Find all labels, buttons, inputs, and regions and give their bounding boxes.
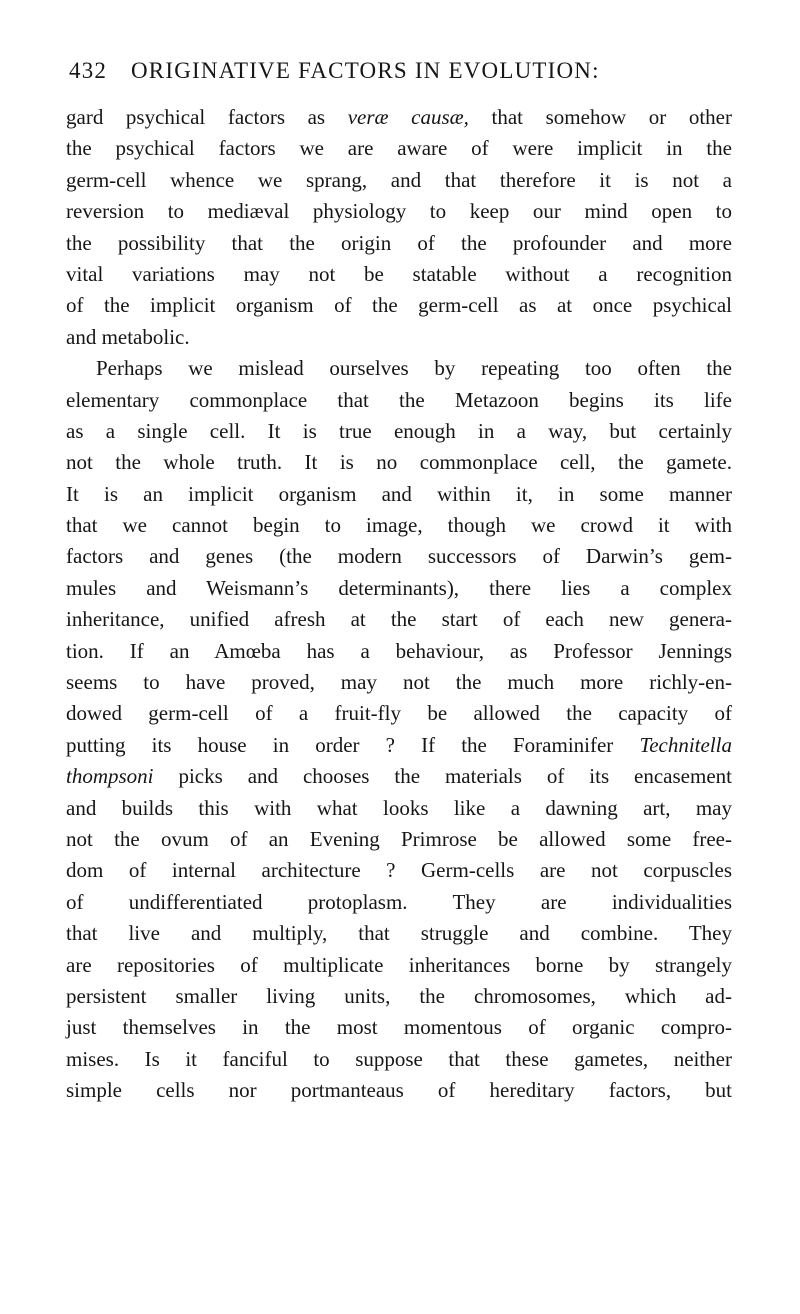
text-line: [66, 667, 732, 698]
italic-term: veræ causæ,: [347, 105, 469, 129]
italic-term: Technitella: [639, 732, 732, 757]
text-line: [66, 761, 732, 792]
text-line: [66, 259, 732, 290]
text-segment: that somehow or other: [468, 105, 732, 129]
text-segment: picks and chooses the materials of its encasement: [153, 764, 732, 789]
text-line: [66, 196, 732, 227]
text-line: [66, 573, 732, 604]
italic-term: thompsoni: [66, 764, 154, 789]
text-segment: that we cannot begin to image, though we crowd it with: [66, 513, 732, 538]
text-line: [66, 793, 732, 824]
text-segment: Perhaps we mislead ourselves by repeating too often the: [96, 356, 732, 381]
text-line: [66, 322, 732, 353]
text-line: [66, 730, 732, 761]
text-segment: putting its house in order ? If the Foraminifer: [66, 732, 640, 757]
text-line: [66, 887, 732, 918]
text-segment: mises. Is it fanciful to suppose that these gametes, neither: [66, 1046, 732, 1071]
text-line: [66, 510, 732, 541]
text-segment: tion. If an Amœba has a behaviour, as Professor Jennings: [66, 638, 732, 663]
text-segment: It is an implicit organism and within it, in some manner: [66, 481, 732, 506]
text-segment: of the implicit organism of the germ-cell as at once psychical: [66, 293, 732, 318]
text-segment: the psychical factors we are aware of were implicit in the: [66, 136, 732, 161]
text-line: [66, 824, 732, 855]
text-segment: dowed germ-cell of a fruit-fly be allowed the capacity of: [66, 701, 732, 726]
text-segment: of undifferentiated protoplasm. They are individualities: [66, 889, 732, 914]
text-segment: the possibility that the origin of the profounder and more: [66, 230, 732, 255]
text-segment: gard psychical factors as: [66, 105, 348, 129]
text-line: [66, 1075, 732, 1106]
body-text: [66, 102, 732, 1107]
text-line: [66, 290, 732, 321]
running-title: ORIGINATIVE FACTORS IN EVOLUTION:: [131, 58, 600, 83]
text-line: [66, 1012, 732, 1043]
text-line: [66, 102, 732, 133]
text-line: [66, 981, 732, 1012]
text-segment: simple cells nor portmanteaus of hereditary factors, but: [66, 1078, 732, 1103]
text-line: [66, 855, 732, 886]
text-line: [66, 541, 732, 572]
text-segment: not the whole truth. It is no commonplace cell, the gamete.: [66, 450, 732, 475]
text-segment: dom of internal architecture ? Germ-cells are not corpuscles: [66, 858, 732, 883]
text-segment: vital variations may not be statable without a recognition: [66, 261, 732, 286]
text-line: [66, 604, 732, 635]
text-segment: factors and genes (the modern successors of Darwin’s gem-: [66, 544, 732, 569]
text-line: [66, 385, 732, 416]
text-line: [66, 918, 732, 949]
text-segment: persistent smaller living units, the chromosomes, which ad-: [66, 983, 732, 1008]
text-segment: seems to have proved, may not the much more richly-en-: [66, 670, 732, 695]
text-segment: germ-cell whence we sprang, and that therefore it is not a: [66, 167, 732, 192]
text-line: [66, 698, 732, 729]
text-line: [66, 447, 732, 478]
text-line: [66, 353, 732, 384]
text-segment: that live and multiply, that struggle and combine. They: [66, 921, 732, 946]
running-head: [69, 58, 738, 94]
text-line: [66, 228, 732, 259]
text-segment: inheritance, unified afresh at the start of each new genera-: [66, 607, 732, 632]
text-line: [66, 133, 732, 164]
text-segment: are repositories of multiplicate inheritances borne by strangely: [66, 952, 732, 977]
text-line: [66, 1044, 732, 1075]
text-line: [66, 416, 732, 447]
text-segment: just themselves in the most momentous of organic compro-: [66, 1015, 732, 1040]
text-segment: reversion to mediæval physiology to keep our mind open to: [66, 199, 732, 224]
text-line: [66, 165, 732, 196]
text-segment: not the ovum of an Evening Primrose be allowed some free-: [66, 826, 732, 851]
text-line: [66, 479, 732, 510]
text-segment: elementary commonplace that the Metazoon begins its life: [66, 387, 732, 412]
text-segment: and builds this with what looks like a dawning art, may: [66, 795, 732, 820]
text-line: [66, 950, 732, 981]
text-segment: mules and Weismann’s determinants), there lies a complex: [66, 575, 732, 600]
text-segment: as a single cell. It is true enough in a way, but certainly: [66, 418, 732, 443]
text-line: [66, 636, 732, 667]
text-segment: and metabolic.: [66, 324, 190, 349]
page-number: 432: [69, 58, 108, 83]
